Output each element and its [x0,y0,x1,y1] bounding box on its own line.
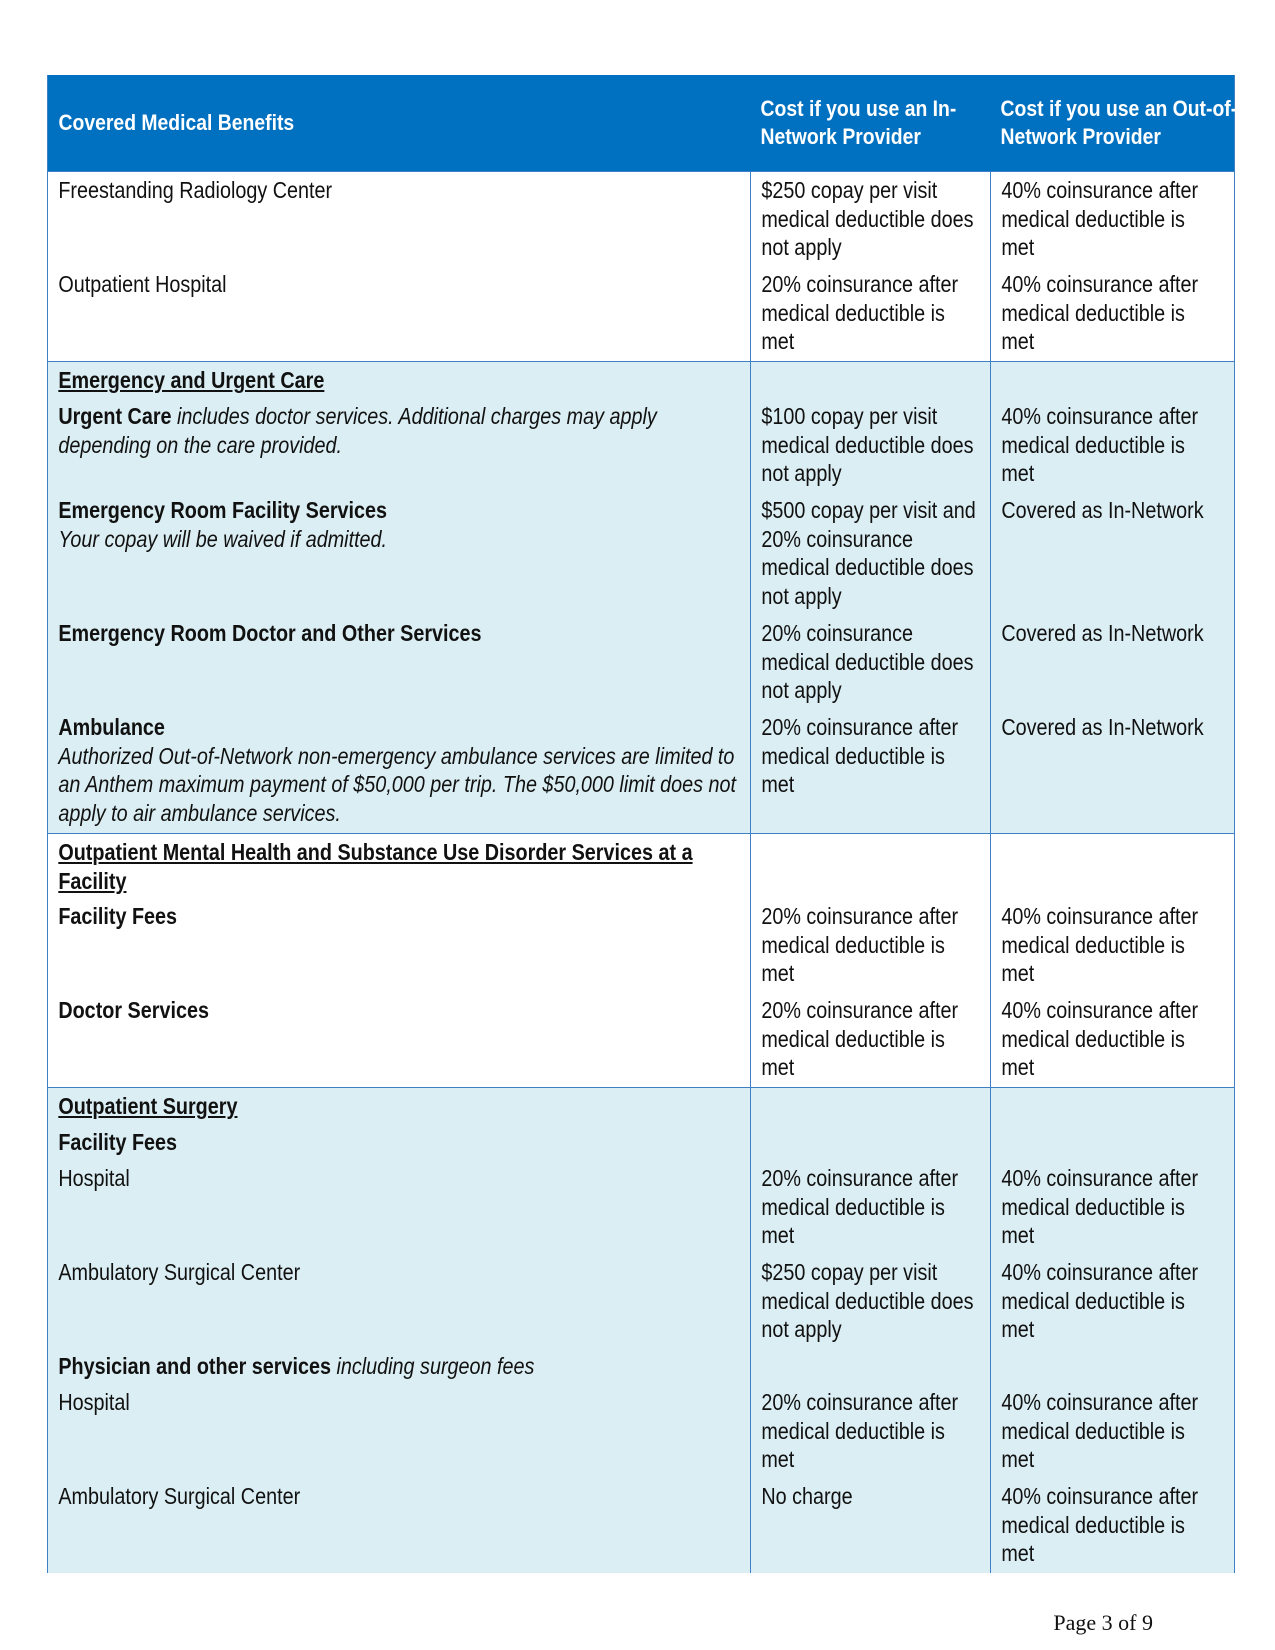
out-of-network-column [990,362,1234,833]
out-of-network-cost: 40% coinsurance after medical deductible is met [1001,1259,1199,1342]
benefit-label: Doctor Services [58,997,209,1023]
group-outpatient-mental-health [48,834,1234,1088]
header-covered-benefits: Covered Medical Benefits [58,110,295,135]
section-heading: Outpatient Mental Health and Substance Use Disorder Services at a Facility [58,839,693,894]
benefit-label: Ambulance [58,714,165,740]
subheading-note: including surgeon fees [336,1353,535,1379]
benefit-column [48,834,750,1087]
in-network-column [750,172,990,361]
in-network-column [750,1088,990,1573]
out-of-network-cost: 40% coinsurance after medical deductible is met [1001,271,1199,354]
in-network-column [750,362,990,833]
benefit-label: Ambulatory Surgical Center [58,1259,301,1285]
out-of-network-cost: 40% coinsurance after medical deductible is met [1001,1483,1199,1566]
benefit-column [48,362,750,833]
in-network-cost: $100 copay per visit medical deductible does not apply [761,403,974,486]
subheading-facility-fees: Facility Fees [58,1129,178,1155]
page-number: Page 3 of 9 [1053,1610,1153,1635]
subheading-label: Physician and other services [58,1353,331,1379]
out-of-network-cost: 40% coinsurance after medical deductible is met [1001,177,1199,260]
benefit-note: Authorized Out-of-Network non-emergency ambulance services are limited to an Anthem maximum payment of $50,000 per trip. The $50,000 limit does not apply to air ambulance services. [58,742,736,826]
in-network-cost: 20% coinsurance after medical deductible is met [761,714,959,797]
in-network-cost: $250 copay per visit medical deductible does not apply [761,177,974,260]
benefit-label: Emergency Room Doctor and Other Services [58,620,482,646]
out-of-network-cost: Covered as In-Network [1001,714,1204,740]
header-in-network-cost: Cost if you use an In-Network Provider [760,96,957,149]
out-of-network-cost: 40% coinsurance after medical deductible is met [1001,903,1199,986]
benefit-row-ambulance [48,713,748,827]
benefits-table [47,75,1238,1573]
benefit-label: Urgent Care [58,403,172,429]
in-network-cost: 20% coinsurance after medical deductible is met [761,271,959,354]
benefit-row-er-facility [48,496,748,610]
benefit-label: Emergency Room Facility Services [58,497,388,523]
section-heading: Outpatient Surgery [58,1093,238,1119]
in-network-cost: 20% coinsurance after medical deductible is met [761,1165,959,1248]
table-header [48,75,1238,172]
benefit-row-urgent-care [48,402,748,487]
in-network-column [750,834,990,1087]
subheading-physician-services [48,1352,748,1382]
benefit-label: Outpatient Hospital [58,271,227,297]
benefit-note: includes doctor services. Additional charges may apply depending on the care provided. [58,403,657,458]
out-of-network-cost: Covered as In-Network [1001,620,1204,646]
out-of-network-cost: 40% coinsurance after medical deductible is met [1001,997,1199,1080]
out-of-network-column [990,834,1234,1087]
in-network-cost: 20% coinsurance after medical deductible is met [761,903,959,986]
benefit-column [48,172,750,361]
in-network-cost: 20% coinsurance after medical deductible is met [761,1389,959,1472]
out-of-network-cost: Covered as In-Network [1001,497,1204,523]
section-heading: Emergency and Urgent Care [58,367,325,393]
in-network-cost: $250 copay per visit medical deductible does not apply [761,1259,974,1342]
benefit-label: Facility Fees [58,903,178,929]
in-network-cost: 20% coinsurance medical deductible does not apply [761,620,974,703]
benefit-note: Your copay will be waived if admitted. [58,525,388,552]
out-of-network-cost: 40% coinsurance after medical deductible is met [1001,1165,1199,1248]
benefit-label: Hospital [58,1389,130,1415]
in-network-cost: $500 copay per visit and 20% coinsurance medical deductible does not apply [761,497,976,609]
in-network-cost: 20% coinsurance after medical deductible is met [761,997,959,1080]
benefit-label: Ambulatory Surgical Center [58,1483,301,1509]
benefit-column [48,1088,750,1573]
group-outpatient-surgery [48,1088,1234,1573]
group-radiology [48,172,1234,362]
benefit-label: Freestanding Radiology Center [58,177,333,203]
out-of-network-cost: 40% coinsurance after medical deductible is met [1001,403,1199,486]
group-emergency-urgent-care [48,362,1234,834]
in-network-cost: No charge [761,1483,853,1509]
out-of-network-cost: 40% coinsurance after medical deductible is met [1001,1389,1199,1472]
header-out-of-network-cost: Cost if you use an Out-of-Network Provider [1000,96,1238,149]
out-of-network-column [990,1088,1234,1573]
out-of-network-column [990,172,1234,361]
benefit-label: Hospital [58,1165,130,1191]
